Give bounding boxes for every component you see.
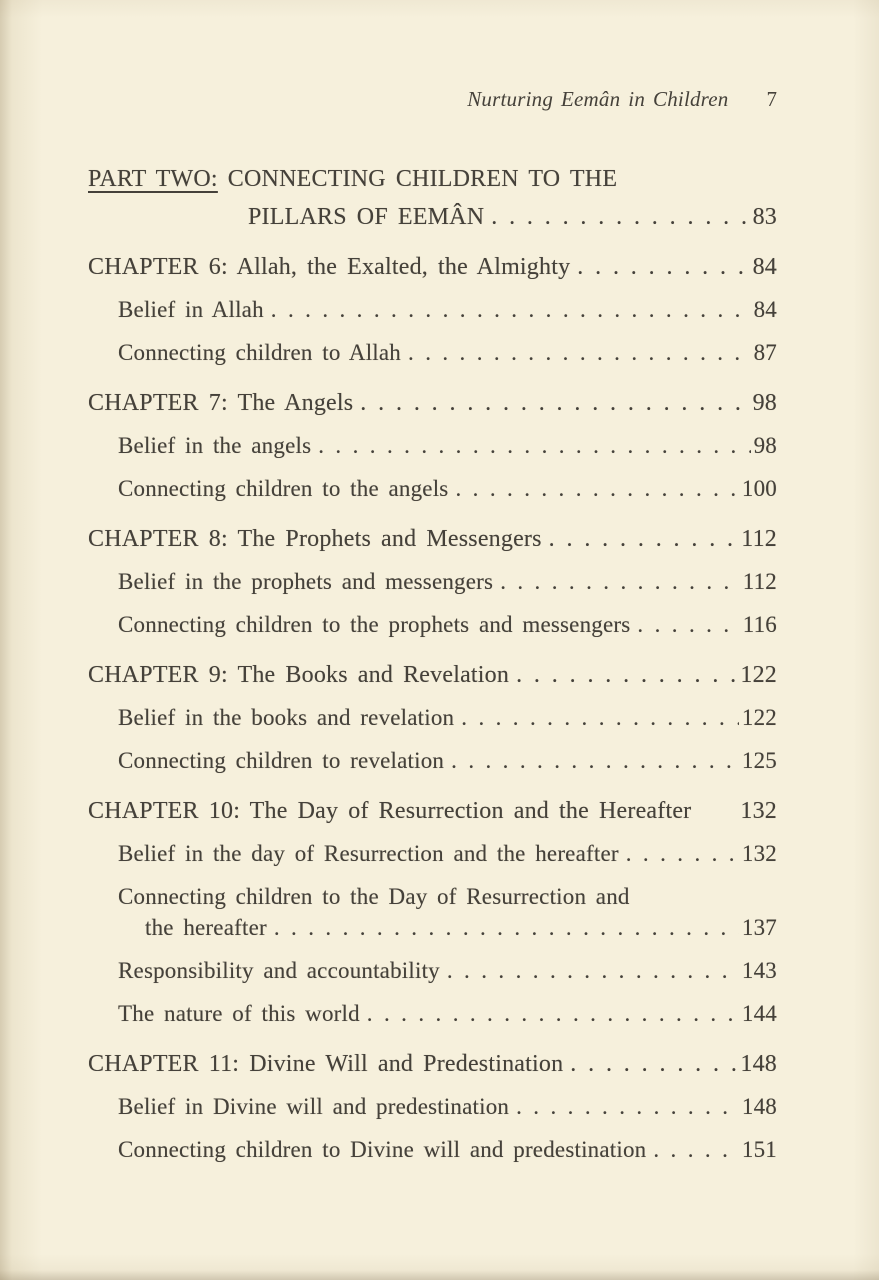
entry-page-number: 116 [742, 612, 777, 637]
toc-entry-sub [88, 882, 777, 912]
dot-leader [447, 956, 739, 986]
toc-entry-sub [88, 839, 777, 869]
entry-page-number: 148 [740, 1051, 777, 1077]
entry-text: Belief in the prophets and messengers [118, 569, 494, 594]
entry-page-number: 122 [740, 662, 777, 688]
toc-entry-sub [88, 1092, 777, 1122]
entry-page-number: 84 [752, 254, 777, 280]
toc-entry-sub [88, 295, 777, 325]
entry-page-number: 83 [752, 204, 777, 230]
dot-leader [577, 252, 749, 282]
toc-part-continuation [88, 202, 777, 232]
entry-text: CHAPTER 10: The Day of Resurrection and the Hereafter [88, 798, 692, 824]
entry-text: PILLARS OF EEMÂN [248, 204, 485, 230]
entry-text: Belief in Allah [118, 297, 264, 322]
toc-entry-sub [88, 956, 777, 986]
running-title: Nurturing Eemân in Children [467, 87, 729, 111]
toc-entry-chapter [88, 660, 777, 690]
entry-page-number: 84 [753, 297, 777, 322]
part-title: CONNECTING CHILDREN TO THE [227, 166, 618, 192]
dot-leader [500, 567, 740, 597]
dot-leader [367, 999, 739, 1029]
page-header [88, 86, 777, 112]
entry-text: Connecting children to revelation [118, 748, 445, 773]
entry-page-number: 132 [740, 798, 777, 824]
entry-page-number: 112 [742, 569, 777, 594]
entry-text: CHAPTER 7: The Angels [88, 390, 354, 416]
dot-leader [451, 746, 739, 776]
dot-leader [360, 388, 749, 418]
entry-text: The nature of this world [118, 1001, 360, 1026]
toc-entry-chapter [88, 252, 777, 282]
entry-page-number: 98 [752, 390, 777, 416]
toc-entry-sub [88, 474, 777, 504]
table-of-contents [88, 164, 777, 1165]
entry-page-number: 112 [741, 526, 777, 552]
toc-entry-sub [88, 1135, 777, 1165]
entry-text: Connecting children to the Day of Resurrection and [118, 884, 630, 909]
toc-entry-sub [88, 999, 777, 1029]
dot-leader [274, 913, 739, 943]
toc-entry-sub-continuation [88, 913, 777, 943]
part-label: PART TWO: [88, 166, 218, 192]
toc-entry-sub [88, 703, 777, 733]
entry-page-number: 148 [741, 1094, 777, 1119]
dot-leader [516, 1092, 739, 1122]
entry-text: CHAPTER 6: Allah, the Exalted, the Almighty [88, 254, 571, 280]
entry-page-number: 122 [741, 705, 777, 730]
entry-page-number: 137 [741, 915, 777, 940]
toc-entry-sub [88, 431, 777, 461]
entry-text: Responsibility and accountability [118, 958, 440, 983]
entry-text: Connecting children to Allah [118, 340, 402, 365]
entry-text: Belief in Divine will and predestination [118, 1094, 510, 1119]
entry-page-number: 151 [741, 1137, 777, 1162]
entry-text: Connecting children to Divine will and predestination [118, 1137, 647, 1162]
toc-entry-sub [88, 338, 777, 368]
entry-page-number: 100 [741, 476, 777, 501]
entry-page-number: 125 [741, 748, 777, 773]
entry-text: CHAPTER 8: The Prophets and Messengers [88, 526, 542, 552]
dot-leader [570, 1049, 737, 1079]
dot-leader [318, 431, 750, 461]
dot-leader [461, 703, 739, 733]
entry-text: the hereafter [145, 915, 267, 940]
dot-leader [408, 338, 751, 368]
dot-leader [491, 202, 749, 232]
entry-text: Belief in the angels [118, 433, 312, 458]
toc-entry-chapter [88, 388, 777, 418]
entry-page-number: 98 [753, 433, 777, 458]
entry-page-number: 132 [741, 841, 777, 866]
entry-text: Connecting children to the angels [118, 476, 449, 501]
entry-text: Belief in the day of Resurrection and the hereafter [118, 841, 619, 866]
dot-leader [637, 610, 739, 640]
entry-page-number: 144 [741, 1001, 777, 1026]
page-number: 7 [766, 87, 777, 111]
dot-leader [549, 524, 739, 554]
dot-leader [626, 839, 739, 869]
entry-text: Connecting children to the prophets and messengers [118, 612, 631, 637]
dot-leader [516, 660, 737, 690]
dot-leader [455, 474, 738, 504]
entry-page-number: 143 [741, 958, 777, 983]
toc-part-heading [88, 164, 777, 194]
entry-text: Belief in the books and revelation [118, 705, 455, 730]
entry-page-number: 87 [753, 340, 777, 365]
dot-leader [653, 1135, 739, 1165]
toc-entry-chapter [88, 796, 777, 826]
entry-text: CHAPTER 11: Divine Will and Predestination [88, 1051, 564, 1077]
toc-entry-sub [88, 567, 777, 597]
entry-text: CHAPTER 9: The Books and Revelation [88, 662, 510, 688]
toc-entry-chapter [88, 1049, 777, 1079]
toc-entry-sub [88, 610, 777, 640]
toc-entry-sub [88, 746, 777, 776]
dot-leader [271, 295, 751, 325]
toc-entry-chapter [88, 524, 777, 554]
